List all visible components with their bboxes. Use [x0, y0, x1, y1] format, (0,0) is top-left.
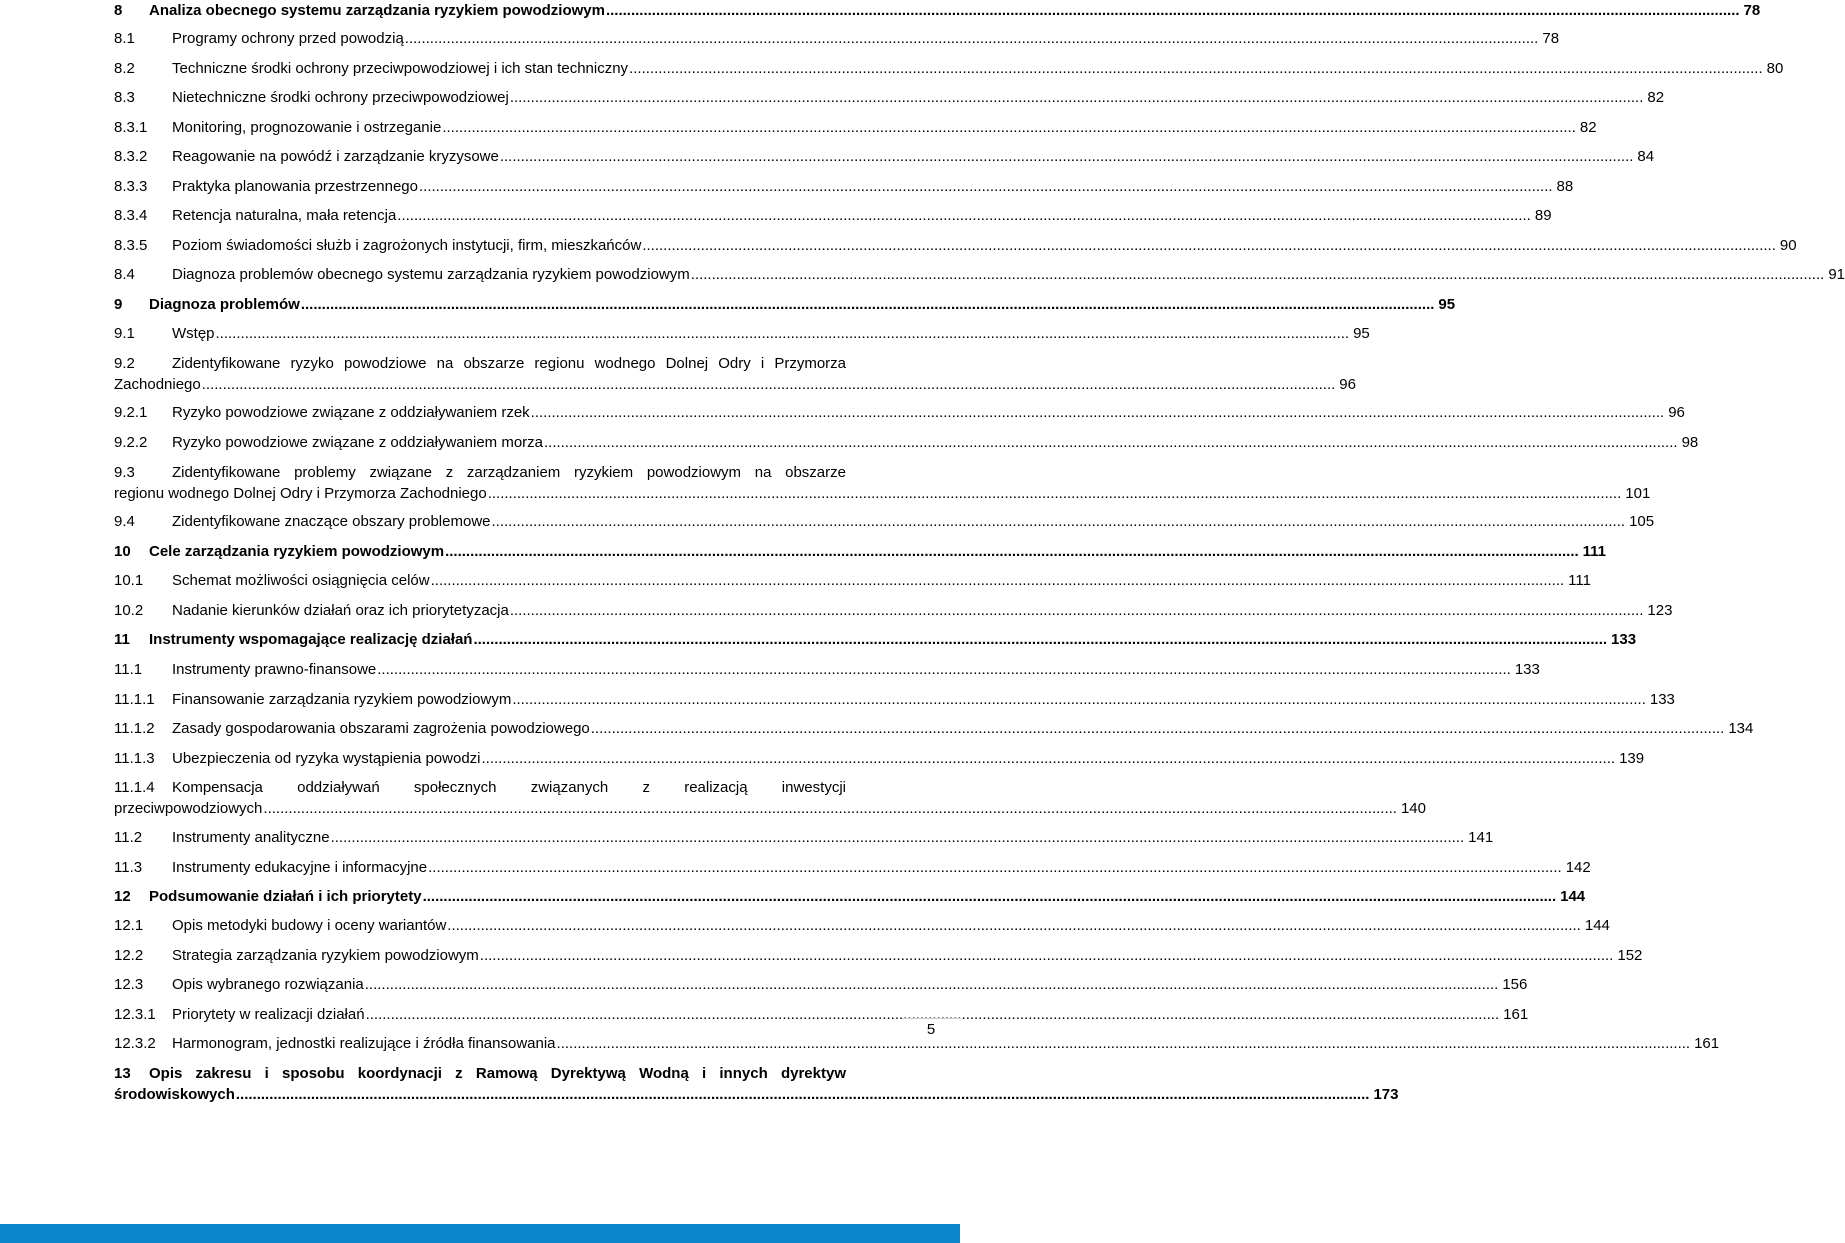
- toc-entry-title: Nietechniczne środki ochrony przeciwpowodziowej: [172, 89, 509, 106]
- toc-entry[interactable]: [114, 1004, 1529, 1025]
- toc-entry-line: [114, 117, 1597, 138]
- toc-entry[interactable]: [114, 570, 1591, 591]
- dot-leader: [428, 857, 1562, 878]
- toc-entry-line: [114, 945, 1643, 966]
- toc-entry-title: Wstęp: [172, 325, 215, 342]
- dot-leader: [236, 1084, 1370, 1105]
- dot-leader: [492, 511, 1626, 532]
- toc-entry-number: 8.3: [114, 89, 135, 106]
- toc-entry-line: [114, 974, 1528, 995]
- toc-entry-number: 12: [114, 888, 131, 905]
- toc-entry-number: 9.3: [114, 464, 135, 481]
- toc-entry-title: Programy ochrony przed powodzią: [172, 30, 404, 47]
- dot-leader: [397, 205, 1531, 226]
- toc-entry-number: 8.1: [114, 30, 135, 47]
- toc-entry-number: 13: [114, 1065, 131, 1082]
- toc-entry-title: Poziom świadomości służb i zagrożonych instytucji, firm, mieszkańców: [172, 237, 642, 254]
- dot-leader: [473, 629, 1607, 650]
- toc-entry-page: 89: [1534, 207, 1552, 224]
- toc-entry-page: 173: [1373, 1086, 1399, 1103]
- toc-entry-page: 98: [1681, 434, 1699, 451]
- toc-entry-page: 142: [1565, 859, 1591, 876]
- toc-entry-title: Monitoring, prognozowanie i ostrzeganie: [172, 119, 442, 136]
- toc-entry-line: [114, 176, 1574, 197]
- toc-entry-title: Reagowanie na powódź i zarządzanie kryzysowe: [172, 148, 499, 165]
- toc-entry-number: 12.2: [114, 947, 144, 964]
- toc-entry-number: 9.4: [114, 513, 135, 530]
- toc-entry-title: Opis metodyki budowy i oceny wariantów: [172, 917, 447, 934]
- toc-entry-title: Cele zarządzania ryzykiem powodziowym: [149, 543, 445, 560]
- toc-entry-title-line2: regionu wodnego Dolnej Odry i Przymorza Zachodniego: [114, 485, 487, 502]
- dot-leader: [263, 798, 1397, 819]
- dot-leader: [642, 235, 1776, 256]
- dot-leader: [480, 945, 1614, 966]
- toc-entry-second-line: [114, 798, 1426, 819]
- toc-entry-title: Ubezpieczenia od ryzyka wystąpienia powodzi: [172, 750, 481, 767]
- toc-entry[interactable]: [114, 945, 1643, 966]
- toc-entry-second-line: [114, 374, 1356, 395]
- toc-entry-line: [114, 432, 1699, 453]
- toc-entry-number: 11.1.1: [114, 691, 155, 708]
- toc-entry-page: 123: [1647, 602, 1673, 619]
- toc-entry[interactable]: [114, 600, 1673, 621]
- toc-entry-page: 144: [1584, 917, 1610, 934]
- toc-entry-first-line: [114, 1063, 846, 1084]
- toc-entry-number: 8.2: [114, 60, 135, 77]
- toc-entry-title-line1: Zidentyfikowane problemy związane z zarządzaniem ryzykiem powodziowym na obszarze: [172, 464, 846, 481]
- dot-leader: [531, 402, 1665, 423]
- toc-entry[interactable]: [114, 659, 1540, 680]
- toc-entry-page: 111: [1582, 543, 1607, 560]
- dot-leader: [301, 294, 1435, 315]
- toc-entry-line: [114, 87, 1665, 108]
- toc-entry-title: Podsumowanie działań i ich priorytety: [149, 888, 422, 905]
- toc-entry-page: 95: [1438, 296, 1456, 313]
- dot-leader: [445, 541, 1579, 562]
- toc-entry-page: 84: [1637, 148, 1655, 165]
- page-number: 5: [902, 1018, 960, 1038]
- toc-entry-number: 8.3.2: [114, 148, 148, 165]
- toc-entry-number: 8.3.4: [114, 207, 148, 224]
- toc-entry[interactable]: [114, 748, 1645, 769]
- toc-entry-number: 12.3: [114, 976, 144, 993]
- toc-entry-title: Retencja naturalna, mała retencja: [172, 207, 397, 224]
- toc-entry-number: 9: [114, 296, 123, 313]
- toc-entry-number: 9.2.2: [114, 434, 148, 451]
- toc-entry-page: 161: [1694, 1035, 1720, 1052]
- toc-entry[interactable]: [114, 0, 1761, 21]
- toc-entry[interactable]: [114, 777, 1426, 819]
- toc-entry-line: [114, 146, 1655, 167]
- toc-entry[interactable]: [114, 146, 1655, 167]
- toc-entry-line: [114, 748, 1645, 769]
- toc-entry[interactable]: [114, 857, 1591, 878]
- toc-entry-title-line1: Zidentyfikowane ryzyko powodziowe na obszarze regionu wodnego Dolnej Odry i Przymorza: [172, 355, 846, 372]
- dot-leader: [442, 117, 1576, 138]
- toc-entry[interactable]: [114, 28, 1560, 49]
- toc-entry-line: [114, 264, 1845, 285]
- toc-entry-line: [114, 1033, 1720, 1054]
- toc-entry-title: Ryzyko powodziowe związane z oddziaływaniem rzek: [172, 404, 530, 421]
- toc-entry-title: Praktyka planowania przestrzennego: [172, 178, 418, 195]
- toc-entry-line: [114, 600, 1673, 621]
- dot-leader: [365, 974, 1499, 995]
- toc-entry-page: 82: [1647, 89, 1665, 106]
- dot-leader: [331, 827, 1465, 848]
- toc-entry[interactable]: [114, 886, 1586, 907]
- toc-entry-title: Finansowanie zarządzania ryzykiem powodziowym: [172, 691, 512, 708]
- toc-entry-page: 133: [1611, 631, 1637, 648]
- toc-entry-line: [114, 294, 1456, 315]
- toc-entry-number: 8: [114, 2, 123, 19]
- toc-entry-line: [114, 402, 1685, 423]
- toc-entry-title: Diagnoza problemów: [149, 296, 300, 313]
- toc-entry-line: [114, 857, 1591, 878]
- toc-entry-page: 139: [1619, 750, 1645, 767]
- toc-entry-page: 88: [1556, 178, 1574, 195]
- toc-entry-title-line1: Kompensacja oddziaływań społecznych związanych z realizacją inwestycji: [172, 779, 846, 796]
- toc-entry-page: 105: [1629, 513, 1655, 530]
- toc-entry-number: 10.1: [114, 572, 144, 589]
- toc-entry[interactable]: [114, 117, 1597, 138]
- toc-entry[interactable]: [114, 541, 1607, 562]
- toc-entry-number: 8.4: [114, 266, 135, 283]
- dot-leader: [419, 176, 1553, 197]
- toc-entry-number: 11.1.3: [114, 750, 155, 767]
- toc-entry[interactable]: [114, 827, 1494, 848]
- toc-entry-line: [114, 629, 1637, 650]
- toc-entry-page: 82: [1579, 119, 1597, 136]
- toc-entry-page: 156: [1502, 976, 1528, 993]
- toc-entry-line: [114, 689, 1675, 710]
- toc-entry-page: 101: [1625, 485, 1651, 502]
- toc-entry-title: Instrumenty wspomagające realizację działań: [149, 631, 473, 648]
- toc-entry-title: Zidentyfikowane znaczące obszary problemowe: [172, 513, 491, 530]
- toc-entry-line: [114, 718, 1754, 739]
- toc-entry-title: Instrumenty analityczne: [172, 829, 330, 846]
- toc-entry-title-line2: Zachodniego: [114, 376, 201, 393]
- toc-entry[interactable]: [114, 629, 1637, 650]
- toc-entry-number: 11.1: [114, 661, 143, 678]
- toc-entry[interactable]: [114, 205, 1552, 226]
- toc-entry-line: [114, 886, 1586, 907]
- toc-entry-number: 9.2.1: [114, 404, 148, 421]
- dot-leader: [482, 748, 1616, 769]
- dot-leader: [377, 659, 1511, 680]
- dot-leader: [691, 264, 1825, 285]
- toc-entry-page: 78: [1542, 30, 1560, 47]
- toc-entry[interactable]: [114, 264, 1845, 285]
- toc-entry[interactable]: [114, 323, 1370, 344]
- toc-entry[interactable]: [114, 402, 1685, 423]
- toc-entry-title-line2: środowiskowych: [114, 1086, 235, 1103]
- toc-entry-page: 141: [1468, 829, 1494, 846]
- dot-leader: [557, 1033, 1691, 1054]
- toc-entry-first-line: [114, 462, 846, 483]
- toc-entry-title: Strategia zarządzania ryzykiem powodziowym: [172, 947, 479, 964]
- toc-entry-number: 11.1.2: [114, 720, 155, 737]
- dot-leader: [431, 570, 1565, 591]
- toc-entry[interactable]: [114, 1033, 1720, 1054]
- toc-entry-number: 12.1: [114, 917, 144, 934]
- dot-leader: [423, 886, 1557, 907]
- toc-entry-number: 11: [114, 631, 130, 648]
- toc-entry-line: [114, 659, 1540, 680]
- toc-entry-title: Schemat możliwości osiągnięcia celów: [172, 572, 430, 589]
- toc-entry[interactable]: [114, 974, 1528, 995]
- toc-entry-number: 10: [114, 543, 131, 560]
- toc-entry-number: 12.3.2: [114, 1035, 156, 1052]
- dot-leader: [512, 689, 1646, 710]
- toc-entry-line: [114, 1004, 1529, 1025]
- toc-entry-first-line: [114, 777, 846, 798]
- toc-entry-title: Diagnoza problemów obecnego systemu zarządzania ryzykiem powodziowym: [172, 266, 690, 283]
- toc-entry-title: Harmonogram, jednostki realizujące i źródła finansowania: [172, 1035, 556, 1052]
- toc-entry-page: 96: [1339, 376, 1356, 393]
- toc-entry[interactable]: [114, 511, 1655, 532]
- toc-entry[interactable]: [114, 294, 1456, 315]
- dot-leader: [544, 432, 1678, 453]
- toc-entry-line: [114, 541, 1607, 562]
- toc-entry-page: 133: [1514, 661, 1540, 678]
- toc-entry-title: Opis wybranego rozwiązania: [172, 976, 364, 993]
- dot-leader: [500, 146, 1634, 167]
- toc-entry-title: Techniczne środki ochrony przeciwpowodziowej i ich stan techniczny: [172, 60, 629, 77]
- toc-entry-title-line1: Opis zakresu i sposobu koordynacji z Ramową Dyrektywą Wodną i innych dyrektyw: [149, 1065, 846, 1082]
- toc-entry-page: 152: [1617, 947, 1643, 964]
- toc-entry-title: Analiza obecnego systemu zarządzania ryzykiem powodziowym: [149, 2, 605, 19]
- toc-entry[interactable]: [114, 689, 1675, 710]
- toc-entry-line: [114, 827, 1494, 848]
- dot-leader: [405, 28, 1539, 49]
- toc-entry-line: [114, 235, 1797, 256]
- dot-leader: [488, 483, 1622, 504]
- dot-leader: [202, 374, 1336, 395]
- toc-entry-line: [114, 205, 1552, 226]
- toc-entry-title: Zasady gospodarowania obszarami zagrożenia powodziowego: [172, 720, 590, 737]
- toc-entry-line: [114, 511, 1655, 532]
- toc-entry-line: [114, 0, 1761, 21]
- toc-entry-page: 96: [1668, 404, 1685, 421]
- toc-entry-second-line: [114, 483, 1651, 504]
- toc-entry-title: Nadanie kierunków działań oraz ich priorytetyzacja: [172, 602, 509, 619]
- toc-entry-number: 8.3.3: [114, 178, 148, 195]
- dot-leader: [447, 915, 1581, 936]
- dot-leader: [510, 600, 1644, 621]
- toc-entry-number: 9.2: [114, 355, 135, 372]
- toc-entry-page: 95: [1353, 325, 1370, 342]
- toc-entry[interactable]: [114, 718, 1754, 739]
- toc-entry-page: 133: [1649, 691, 1675, 708]
- toc-entry-page: 78: [1743, 2, 1761, 19]
- toc-entry-number: 10.2: [114, 602, 144, 619]
- toc-entry[interactable]: [114, 353, 1356, 395]
- toc-entry-line: [114, 915, 1610, 936]
- toc-entry-line: [114, 28, 1560, 49]
- toc-entry[interactable]: [114, 1063, 1399, 1105]
- toc-entry-page: 161: [1503, 1006, 1529, 1023]
- toc-entry[interactable]: [114, 58, 1784, 79]
- toc-entry-page: 111: [1568, 572, 1591, 589]
- toc-entry-number: 11.1.4: [114, 779, 155, 796]
- toc-entry-line: [114, 58, 1784, 79]
- toc-entry-number: 11.3: [114, 859, 143, 876]
- toc-entry-title: Instrumenty prawno-finansowe: [172, 661, 377, 678]
- toc-entry-page: 144: [1560, 888, 1586, 905]
- toc-entry-number: 8.3.1: [114, 119, 148, 136]
- toc-entry-page: 140: [1400, 800, 1426, 817]
- dot-leader: [629, 58, 1763, 79]
- toc-entry-page: 80: [1766, 60, 1784, 77]
- toc-entry-number: 8.3.5: [114, 237, 148, 254]
- toc-entry-number: 9.1: [114, 325, 135, 342]
- dot-leader: [216, 323, 1350, 344]
- toc-entry-number: 11.2: [114, 829, 143, 846]
- footer-bar: [0, 1224, 960, 1243]
- dot-leader: [606, 0, 1740, 21]
- toc-entry-number: 12.3.1: [114, 1006, 156, 1023]
- toc-entry-page: 90: [1779, 237, 1797, 254]
- toc-entry-page: 91: [1828, 266, 1845, 283]
- toc-entry-title-line2: przeciwpowodziowych: [114, 800, 263, 817]
- dot-leader: [510, 87, 1644, 108]
- toc-entry[interactable]: [114, 87, 1665, 108]
- toc-entry-line: [114, 570, 1591, 591]
- toc-entry-first-line: [114, 353, 846, 374]
- toc-entry-title: Instrumenty edukacyjne i informacyjne: [172, 859, 428, 876]
- toc-entry[interactable]: [114, 432, 1699, 453]
- toc-entry[interactable]: [114, 176, 1574, 197]
- toc-entry-title: Priorytety w realizacji działań: [172, 1006, 365, 1023]
- toc-entry[interactable]: [114, 915, 1610, 936]
- toc-entry-second-line: [114, 1084, 1399, 1105]
- toc-entry-page: 134: [1728, 720, 1754, 737]
- toc-entry[interactable]: [114, 235, 1797, 256]
- toc-entry[interactable]: [114, 462, 1651, 504]
- dot-leader: [591, 718, 1725, 739]
- toc-entry-line: [114, 323, 1370, 344]
- toc-entry-title: Ryzyko powodziowe związane z oddziaływaniem morza: [172, 434, 543, 451]
